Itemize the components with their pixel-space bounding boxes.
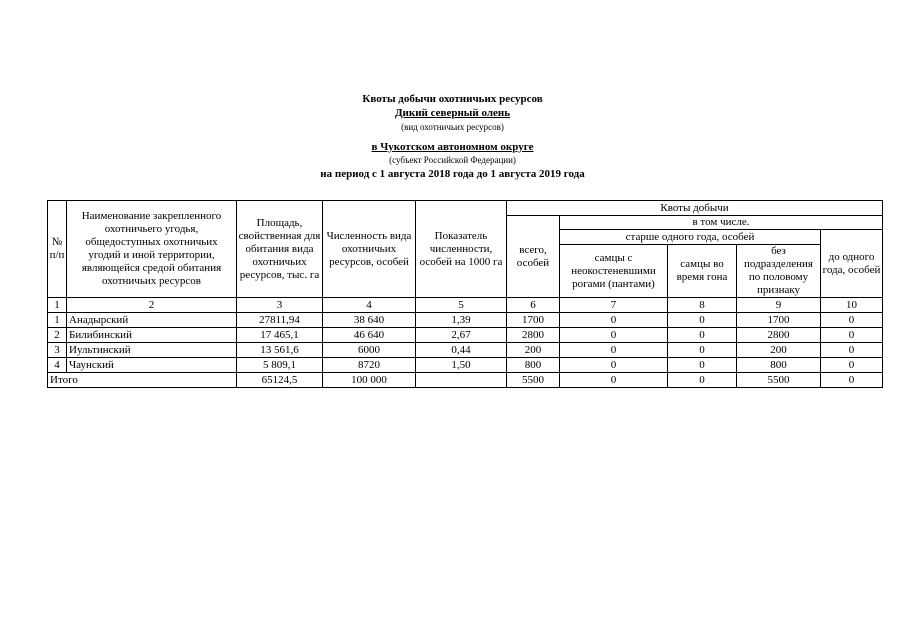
total-males-rut: 0 bbox=[668, 373, 737, 388]
document-title: Квоты добычи охотничьих ресурсов bbox=[362, 93, 543, 105]
cell-total: 800 bbox=[507, 358, 560, 373]
cell-males-antlers: 0 bbox=[560, 313, 668, 328]
header-older: старше одного года, особей bbox=[560, 230, 821, 245]
cell-males-antlers: 0 bbox=[560, 328, 668, 343]
header-area: Площадь, свойственная для обитания вида охотничьих ресурсов, тыс. га bbox=[237, 201, 323, 298]
total-area: 65124,5 bbox=[237, 373, 323, 388]
column-number: 2 bbox=[67, 298, 237, 313]
column-number: 4 bbox=[323, 298, 416, 313]
cell-males-rut: 0 bbox=[668, 328, 737, 343]
cell-num: 3 bbox=[48, 343, 67, 358]
cell-count: 6000 bbox=[323, 343, 416, 358]
cell-under-one: 0 bbox=[821, 328, 883, 343]
cell-total: 1700 bbox=[507, 313, 560, 328]
cell-total: 2800 bbox=[507, 328, 560, 343]
table-row bbox=[48, 313, 883, 328]
cell-males-antlers: 0 bbox=[560, 343, 668, 358]
total-row bbox=[48, 373, 883, 388]
cell-area: 27811,94 bbox=[237, 313, 323, 328]
table-row bbox=[48, 358, 883, 373]
cell-density: 1,39 bbox=[416, 313, 507, 328]
column-number: 7 bbox=[560, 298, 668, 313]
cell-name: Билибинский bbox=[67, 328, 237, 343]
cell-count: 46 640 bbox=[323, 328, 416, 343]
cell-males-rut: 0 bbox=[668, 358, 737, 373]
column-number: 5 bbox=[416, 298, 507, 313]
column-number: 3 bbox=[237, 298, 323, 313]
cell-no-sex: 200 bbox=[737, 343, 821, 358]
region-name: в Чукотском автономном округе bbox=[371, 141, 534, 153]
total-count: 100 000 bbox=[323, 373, 416, 388]
total-males-antlers: 0 bbox=[560, 373, 668, 388]
cell-males-antlers: 0 bbox=[560, 358, 668, 373]
column-number: 1 bbox=[48, 298, 67, 313]
column-number: 8 bbox=[668, 298, 737, 313]
header-count: Численность вида охотничьих ресурсов, особей bbox=[323, 201, 416, 298]
header-males-rut: самцы во время гона bbox=[668, 245, 737, 298]
cell-name: Анадырский bbox=[67, 313, 237, 328]
cell-under-one: 0 bbox=[821, 358, 883, 373]
table-row bbox=[48, 343, 883, 358]
total-no-sex: 5500 bbox=[737, 373, 821, 388]
total-density bbox=[416, 373, 507, 388]
cell-no-sex: 1700 bbox=[737, 313, 821, 328]
table-row bbox=[48, 328, 883, 343]
cell-count: 8720 bbox=[323, 358, 416, 373]
species-caption: (вид охотничьих ресурсов) bbox=[401, 122, 504, 132]
cell-density: 0,44 bbox=[416, 343, 507, 358]
header-name: Наименование закрепленного охотничьего угодья, общедоступных охотничьих угодий и иной территории, являющейся средой обитания охотничьих ресурсов bbox=[67, 201, 237, 298]
header-under-one: до одного года, особей bbox=[821, 230, 883, 298]
period-text: на период с 1 августа 2018 года до 1 августа 2019 года bbox=[320, 168, 585, 180]
cell-num: 2 bbox=[48, 328, 67, 343]
column-number: 10 bbox=[821, 298, 883, 313]
header-no-sex: без подразделения по половому признаку bbox=[737, 245, 821, 298]
column-number: 6 bbox=[507, 298, 560, 313]
total-label: Итого bbox=[48, 373, 237, 388]
total-under-one: 0 bbox=[821, 373, 883, 388]
cell-under-one: 0 bbox=[821, 313, 883, 328]
header-density: Показатель численности, особей на 1000 га bbox=[416, 201, 507, 298]
cell-area: 5 809,1 bbox=[237, 358, 323, 373]
cell-count: 38 640 bbox=[323, 313, 416, 328]
total-total: 5500 bbox=[507, 373, 560, 388]
cell-density: 2,67 bbox=[416, 328, 507, 343]
region-caption: (субъект Российской Федерации) bbox=[389, 155, 516, 165]
species-name: Дикий северный олень bbox=[394, 107, 511, 119]
column-numbers-row bbox=[48, 298, 883, 313]
cell-area: 17 465,1 bbox=[237, 328, 323, 343]
header-num: № п/п bbox=[48, 201, 67, 298]
cell-males-rut: 0 bbox=[668, 313, 737, 328]
cell-no-sex: 800 bbox=[737, 358, 821, 373]
column-number: 9 bbox=[737, 298, 821, 313]
cell-no-sex: 2800 bbox=[737, 328, 821, 343]
cell-name: Чаунский bbox=[67, 358, 237, 373]
cell-density: 1,50 bbox=[416, 358, 507, 373]
cell-under-one: 0 bbox=[821, 343, 883, 358]
header-quota: Квоты добычи bbox=[507, 201, 883, 216]
cell-name: Иультинский bbox=[67, 343, 237, 358]
cell-total: 200 bbox=[507, 343, 560, 358]
cell-area: 13 561,6 bbox=[237, 343, 323, 358]
quota-table bbox=[47, 200, 883, 388]
cell-males-rut: 0 bbox=[668, 343, 737, 358]
header-including: в том числе. bbox=[560, 216, 883, 230]
header-males-antlers: самцы с неокостеневшими рогами (пантами) bbox=[560, 245, 668, 298]
header-total: всего, особей bbox=[507, 216, 560, 298]
cell-num: 4 bbox=[48, 358, 67, 373]
cell-num: 1 bbox=[48, 313, 67, 328]
